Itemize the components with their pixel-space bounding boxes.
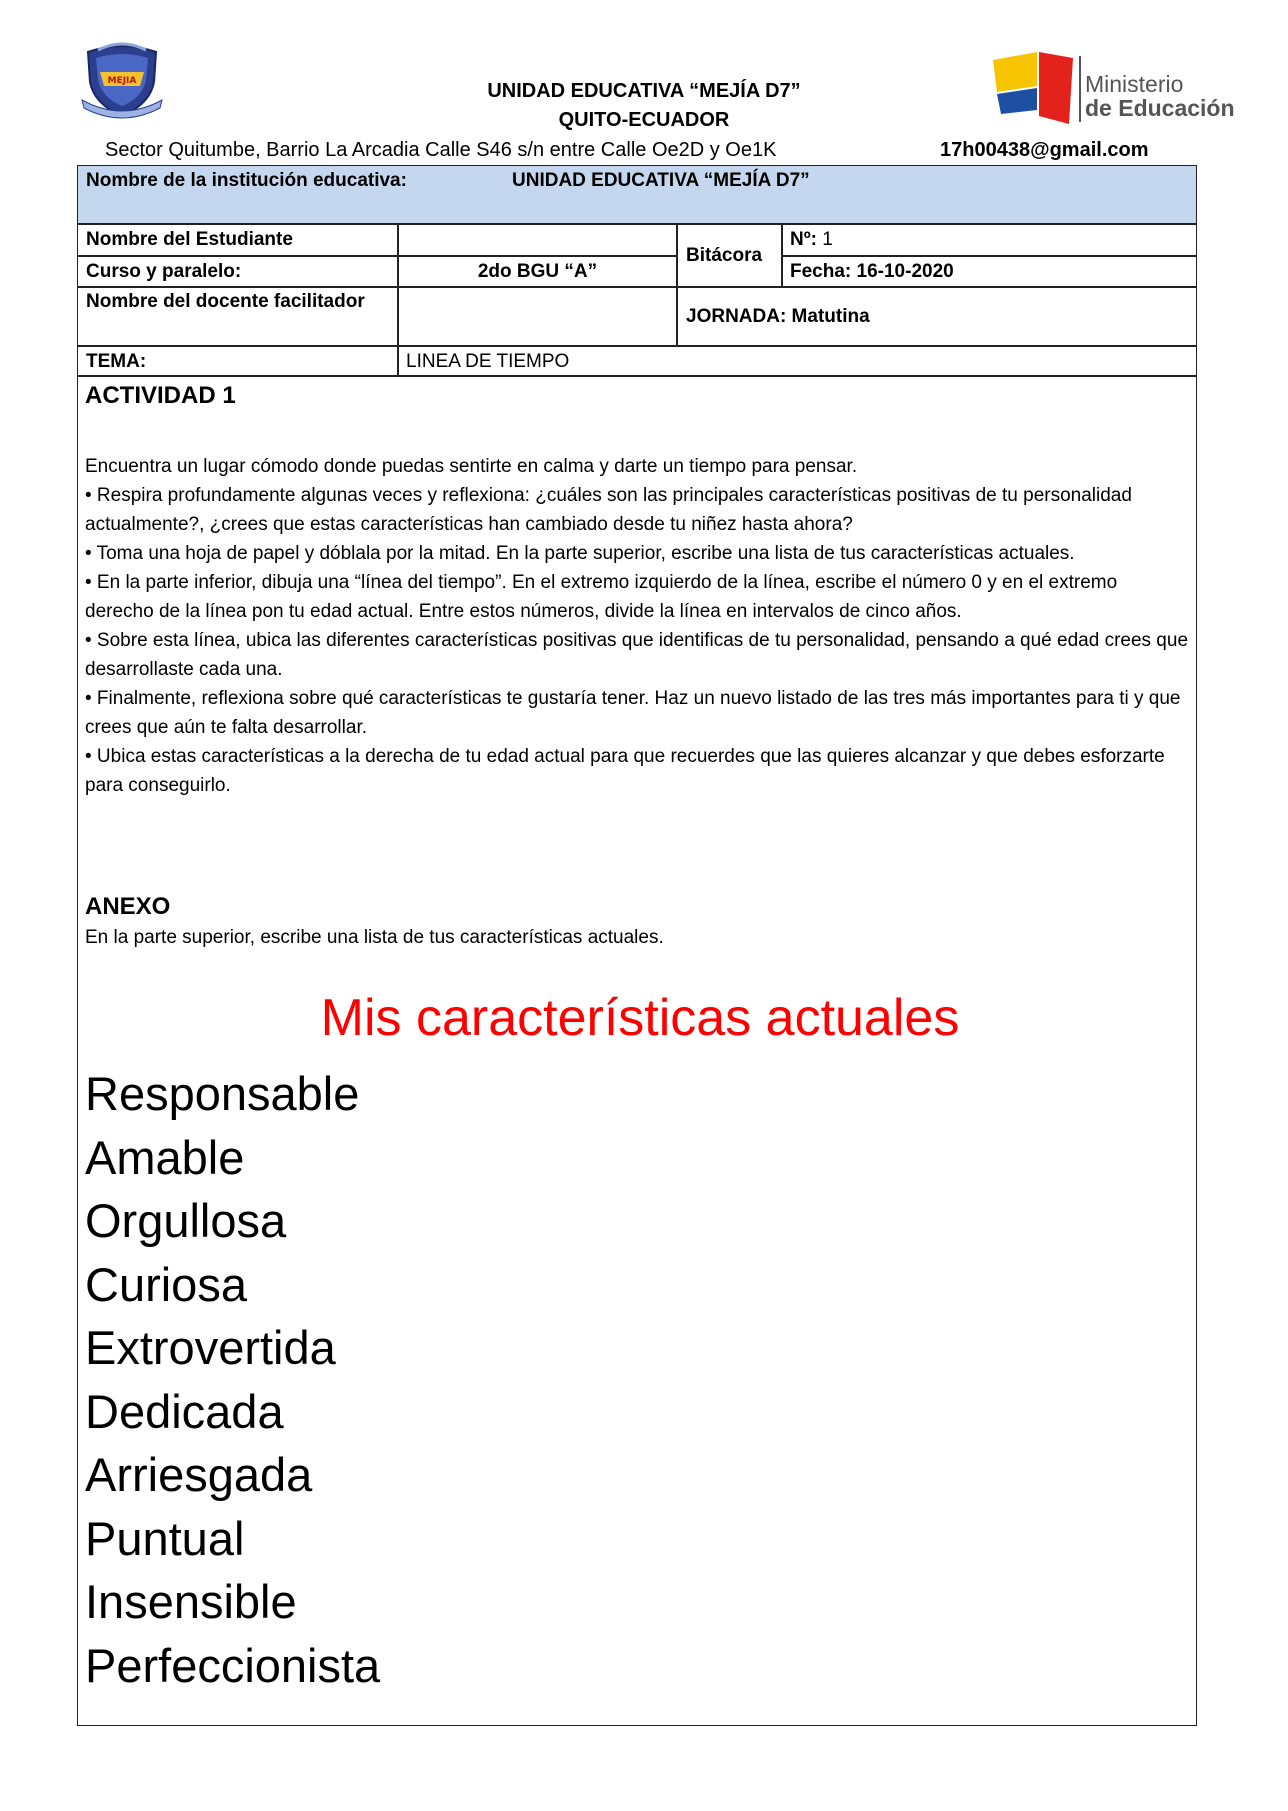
entry-number-value: 1 — [822, 229, 833, 250]
institution-label: Nombre de la institución educativa: — [86, 170, 407, 191]
instruction-paragraph: • En la parte inferior, dibuja una “línea del tiempo”. En el extremo izquierdo de la línea, escribe el número 0 y en el extremo derecho de la línea pon tu edad actual. Entre estos números, divide la línea en intervalos de cinco años. — [85, 572, 1118, 622]
date-label: Fecha: 16-10-2020 — [790, 261, 954, 282]
trait-item: Amable — [85, 1130, 245, 1184]
trait-item: Perfeccionista — [85, 1638, 381, 1692]
divider-line — [77, 375, 1197, 377]
divider-line — [676, 223, 678, 345]
teacher-name-field[interactable] — [399, 288, 676, 345]
annex-instruction: En la parte superior, escribe una lista de tus características actuales. — [85, 927, 664, 948]
instruction-paragraph: Encuentra un lugar cómodo donde puedas sentirte en calma y darte un tiempo para pensar. — [85, 456, 858, 477]
topic-value: LINEA DE TIEMPO — [406, 351, 570, 372]
instruction-paragraph: • Ubica estas características a la derecha de tu edad actual para que recuerdes que las quieres alcanzar y que debes esforzarte para conseguirlo. — [85, 746, 1165, 796]
student-name-field[interactable] — [399, 225, 676, 255]
activity-instructions — [85, 452, 1190, 800]
entry-number-label: Nº: — [790, 229, 817, 250]
trait-item: Puntual — [85, 1511, 245, 1565]
teacher-label: Nombre del docente facilitador — [86, 291, 365, 312]
topic-label: TEMA: — [86, 351, 147, 372]
annex-title: ANEXO — [85, 893, 171, 920]
city-heading: QUITO-ECUADOR — [558, 109, 730, 131]
trait-item: Extrovertida — [85, 1321, 336, 1374]
svg-text:Ministerio: Ministerio — [1085, 71, 1184, 97]
trait-item: Arriesgada — [85, 1448, 313, 1501]
shift-label: JORNADA: Matutina — [686, 305, 870, 327]
trait-item: Curiosa — [85, 1257, 247, 1311]
school-name-heading: UNIDAD EDUCATIVA “MEJÍA D7” — [487, 80, 801, 102]
instruction-paragraph: • Sobre esta línea, ubica las diferentes características positivas que identificas de tu personalidad, pensando a qué edad crees que desarrollaste cada una. — [85, 630, 1189, 680]
svg-text:MEJIA: MEJIA — [107, 76, 137, 86]
bitacora-label: Bitácora — [686, 244, 763, 266]
traits-list — [85, 1062, 380, 1697]
course-value: 2do BGU “A” — [477, 261, 598, 282]
institution-value: UNIDAD EDUCATIVA “MEJÍA D7” — [512, 170, 810, 191]
entry-number — [783, 225, 1193, 255]
traits-list-title: Mis características actuales — [320, 989, 960, 1047]
trait-item: Insensible — [85, 1575, 297, 1628]
school-email: 17h00438@gmail.com — [940, 139, 1149, 161]
instruction-paragraph: • Toma una hoja de papel y dóblala por la mitad. En la parte superior, escribe una lista de tus características actuales. — [85, 543, 1075, 564]
trait-item: Responsable — [85, 1067, 360, 1120]
trait-item: Orgullosa — [85, 1194, 287, 1247]
instruction-paragraph: • Respira profundamente algunas veces y reflexiona: ¿cuáles son las principales características positivas de tu personalidad actualmente?, ¿crees que estas características han cambiado desde tu niñez hasta ahora? — [85, 485, 1132, 535]
activity-title: ACTIVIDAD 1 — [85, 382, 236, 409]
school-address: Sector Quitumbe, Barrio La Arcadia Calle S46 s/n entre Calle Oe2D y Oe1K — [105, 139, 777, 161]
svg-text:de Educación: de Educación — [1085, 95, 1235, 121]
course-label: Curso y paralelo: — [86, 261, 242, 282]
trait-item: Dedicada — [85, 1384, 284, 1438]
student-label: Nombre del Estudiante — [86, 229, 293, 250]
instruction-paragraph: • Finalmente, reflexiona sobre qué características te gustaría tener. Haz un nuevo listado de las tres más importantes para ti y que crees que aún te falta desarrollar. — [85, 688, 1181, 738]
